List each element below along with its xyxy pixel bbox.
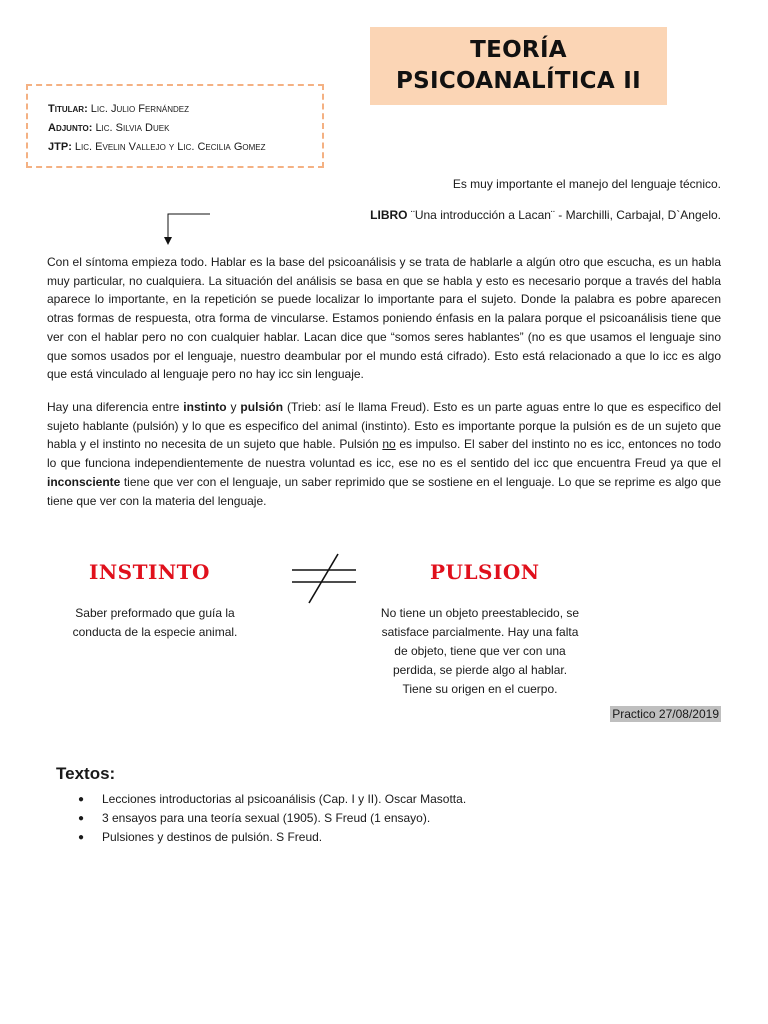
libro-label: LIBRO <box>370 208 408 222</box>
staff-role: Adjunto <box>48 122 89 134</box>
staff-role: JTP <box>48 141 69 153</box>
staff-name: Lic. Evelin Vallejo y Lic. Cecilia Gomez <box>74 141 266 153</box>
arrow-down-icon <box>158 208 218 248</box>
textos-heading: Textos: <box>56 764 116 783</box>
bullet-icon: ● <box>78 794 85 805</box>
staff-titular: Titular: Lic. Julio Fernández <box>48 103 189 115</box>
staff-adjunto: Adjunto: Lic. Silvia Duek <box>48 122 170 134</box>
libro-text: ¨Una introducción a Lacan¨ - Marchilli, Carbajal, D`Angelo. <box>407 208 721 222</box>
paragraph-1: Con el síntoma empieza todo. Hablar es la base del psicoanálisis y se trata de hablarle a algún otro que escucha, es un habla muy particular, no cualquiera. La situación del análisis se basa en que se habla y esto es necesario porque a través del habla aparece lo importante, en la repetición se puede localizar lo importante para el sujeto. Donde la palabra es pobre aparecen otras formas de respuesta, otra forma de vincularse. Estamos poniendo énfasis en la palara porque el psicoanálisis tiene que ver con el hablar pero no con cualquier hablar. Lacan dice que “somos seres hablantes” (no es que usamos el lenguaje sino que somos usados por el lenguaje, nuestro deambular por el mundo está cifrado). Esto está relacionado a que lo icc es algo que está vinculado al lenguaje pero no hay icc sin lenguaje. <box>47 255 721 382</box>
bold-inconsciente: inconsciente <box>47 474 121 489</box>
paragraph-2: Hay una diferencia entre instinto y pulsión (Trieb: así le llama Freud). Esto es un parte aguas entre lo que es especifico del sujeto hablante (pulsión) y lo que es especifico del animal (instinto). Esto es importante porque la pulsión es de un sujeto que habla y el instinto no necesita de un sujeto que hable. Pulsión no es impulso. El saber del instinto no es icc, entonces no todo lo que funciona independientemente de nuestra voluntad es icc, ese no es el sentido del icc que encuentra Freud ya que el inconsciente tiene que ver con el lenguaje, un saber reprimido que se sostiene en el lenguaje. Lo que se reprime es algo que tiene que ver con la materia del lenguaje. <box>47 400 721 508</box>
staff-name: Lic. Silvia Duek <box>95 122 170 134</box>
pulsion-title: PULSION <box>430 560 540 584</box>
pulsion-description: No tiene un objeto preestablecido, se satisface parcialmente. Hay una falta de objeto, tiene que ver con una perdida, se pierde algo al hablar. Tiene su origen en el cuerpo. <box>380 606 580 696</box>
libro-line <box>370 208 721 222</box>
bullet-icon: ● <box>78 813 85 824</box>
staff-box <box>26 84 324 168</box>
bold-pulsion: pulsión <box>240 400 284 414</box>
title-line-2: PSICOANALÍTICA II <box>395 68 641 94</box>
list-item: ● Pulsiones y destinos de pulsión. S Freud. <box>78 828 466 847</box>
instinto-title: INSTINTO <box>89 560 210 584</box>
not-equal-icon <box>290 552 360 606</box>
bold-instinto: instinto <box>183 400 227 414</box>
practico-date: Practico 27/08/2019 <box>612 707 719 721</box>
staff-role: Titular <box>48 103 85 115</box>
intro-line: Es muy importante el manejo del lenguaje técnico. <box>452 177 721 191</box>
title-line-1: TEORÍA <box>470 37 567 63</box>
instinto-description: Saber preformado que guía la conducta de la especie animal. <box>72 606 238 639</box>
bullet-icon: ● <box>78 832 85 843</box>
underline-no: no <box>382 437 396 452</box>
list-item: ● Lecciones introductorias al psicoanálisis (Cap. I y II). Oscar Masotta. <box>78 790 466 809</box>
title-box <box>370 27 667 105</box>
staff-name: Lic. Julio Fernández <box>90 103 189 115</box>
staff-jtp: JTP: Lic. Evelin Vallejo y Lic. Cecilia Gomez <box>48 141 266 153</box>
list-item: ● 3 ensayos para una teoría sexual (1905). S Freud (1 ensayo). <box>78 809 466 828</box>
textos-list <box>78 790 466 847</box>
